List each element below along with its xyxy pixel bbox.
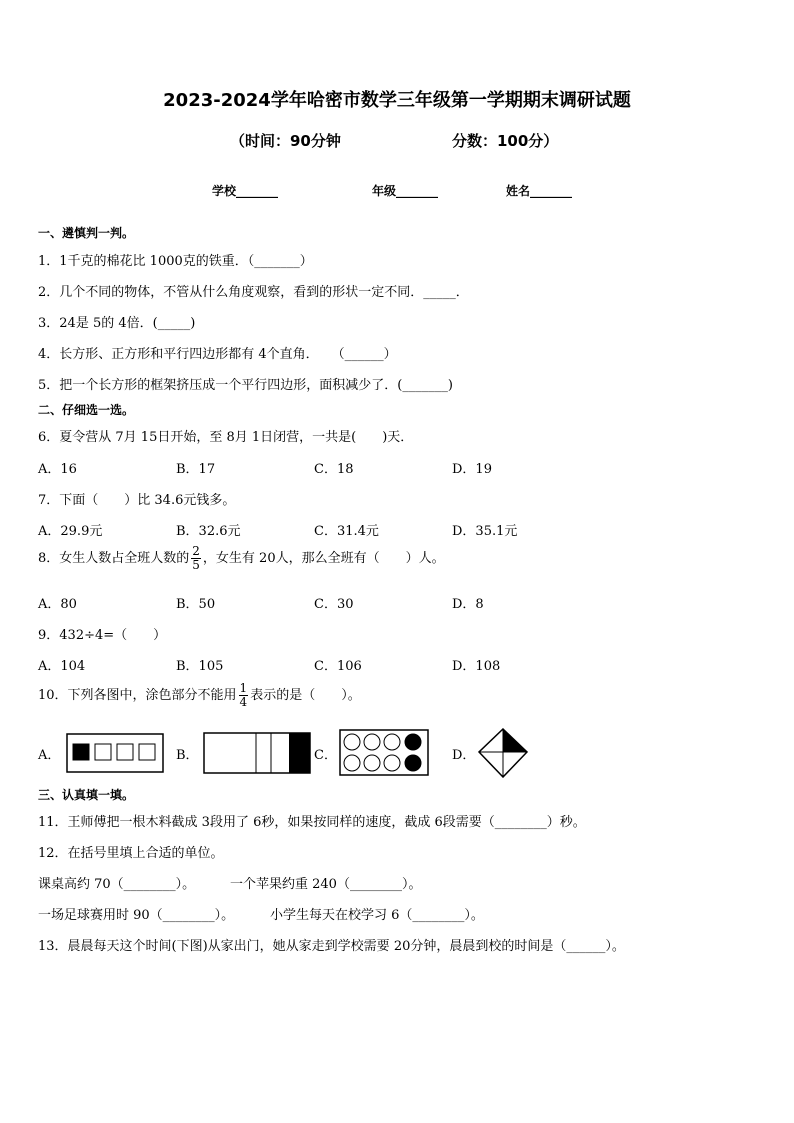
name-field: 姓名_______ — [506, 184, 573, 198]
question-3: 3．24是 5的 4倍．(_____) — [38, 316, 196, 331]
q10-figure-b — [203, 732, 311, 774]
q8-fraction-denominator: 5 — [192, 558, 200, 572]
question-7: 7．下面（ ）比 34.6元钱多。 — [38, 493, 236, 508]
q8-option-c: C．30 — [314, 597, 354, 612]
q10-fraction — [239, 682, 249, 709]
question-6: 6．夏令营从 7月 15日开始，至 8月 1日闭营，一共是( )天． — [38, 430, 414, 445]
question-9: 9．432÷4=（ ） — [38, 628, 167, 643]
q10-label-a: A． — [38, 748, 61, 763]
school-field: 学校_______ — [212, 184, 279, 198]
q10-label-b: B． — [176, 748, 199, 763]
q9-option-a: A．104 — [38, 659, 86, 674]
q6-option-b: B．17 — [176, 462, 216, 477]
question-12-b: 一个苹果约重 240（________）。 — [230, 877, 422, 892]
q6-option-a: A．16 — [38, 462, 77, 477]
q10-fraction-denominator: 4 — [239, 695, 248, 709]
question-13: 13．晨晨每天这个时间(下图)从家出门，她从家走到学校需要 20分钟，晨晨到校的时间是（______）。 — [38, 939, 625, 954]
question-12-a: 课桌高约 70（________）。 — [38, 877, 196, 892]
exam-time: （时间：90分钟 — [230, 132, 341, 150]
q10-stem-before: 10．下列各图中，涂色部分不能用 — [38, 688, 237, 703]
section-heading-judge: 一、遴慎判一判。 — [38, 226, 135, 240]
q10-figure-a — [66, 733, 164, 773]
q7-option-d: D．35.1元 — [452, 524, 518, 539]
section-heading-fill: 三、认真填一填。 — [38, 788, 135, 802]
q9-option-c: C．106 — [314, 659, 362, 674]
question-12-d: 小学生每天在校学习 6（________）。 — [270, 908, 484, 923]
question-2: 2．几个不同的物体，不管从什么角度观察，看到的形状一定不同．_____． — [38, 285, 469, 300]
q7-option-c: C．31.4元 — [314, 524, 379, 539]
q8-fraction-numerator: 2 — [192, 544, 200, 558]
q8-option-b: B．50 — [176, 597, 216, 612]
question-5: 5．把一个长方形的框架挤压成一个平行四边形，面积减少了．(_______) — [38, 378, 453, 393]
question-10 — [38, 682, 361, 709]
q9-option-d: D．108 — [452, 659, 501, 674]
q10-fraction-numerator: 1 — [239, 681, 248, 695]
q10-label-d: D． — [452, 748, 476, 763]
q7-option-a: A．29.9元 — [38, 524, 103, 539]
question-11: 11．王师傅把一根木料截成 3段用了 6秒，如果按同样的速度，截成 6段需要（________）秒。 — [38, 815, 586, 830]
q10-label-c: C． — [314, 748, 337, 763]
q8-stem-before: 8．女生人数占全班人数的 — [38, 551, 190, 566]
page-title: 2023-2024学年哈密市数学三年级第一学期期末调研试题 — [163, 90, 631, 111]
question-12: 12．在括号里填上合适的单位。 — [38, 846, 224, 861]
q8-fraction — [191, 545, 201, 572]
q9-option-b: B．105 — [176, 659, 224, 674]
question-4: 4．长方形、正方形和平行四边形都有 4个直角． （______） — [38, 347, 397, 362]
q10-stem-after: 表示的是（ ）。 — [250, 688, 361, 703]
q8-option-a: A．80 — [38, 597, 77, 612]
q6-option-d: D．19 — [452, 462, 492, 477]
q6-option-c: C．18 — [314, 462, 354, 477]
q8-stem-after: ，女生有 20人，那么全班有（ ）人。 — [202, 551, 445, 566]
exam-score: 分数：100分） — [452, 132, 559, 150]
question-8 — [38, 545, 445, 572]
q10-figure-d — [478, 728, 528, 778]
section-heading-choice: 二、仔细选一选。 — [38, 403, 135, 417]
q10-figure-c — [339, 729, 429, 776]
question-12-c: 一场足球赛用时 90（________）。 — [38, 908, 235, 923]
grade-field: 年级_______ — [372, 184, 439, 198]
q7-option-b: B．32.6元 — [176, 524, 241, 539]
q8-option-d: D．8 — [452, 597, 484, 612]
question-1: 1．1千克的棉花比 1000克的铁重．（_______） — [38, 254, 313, 269]
